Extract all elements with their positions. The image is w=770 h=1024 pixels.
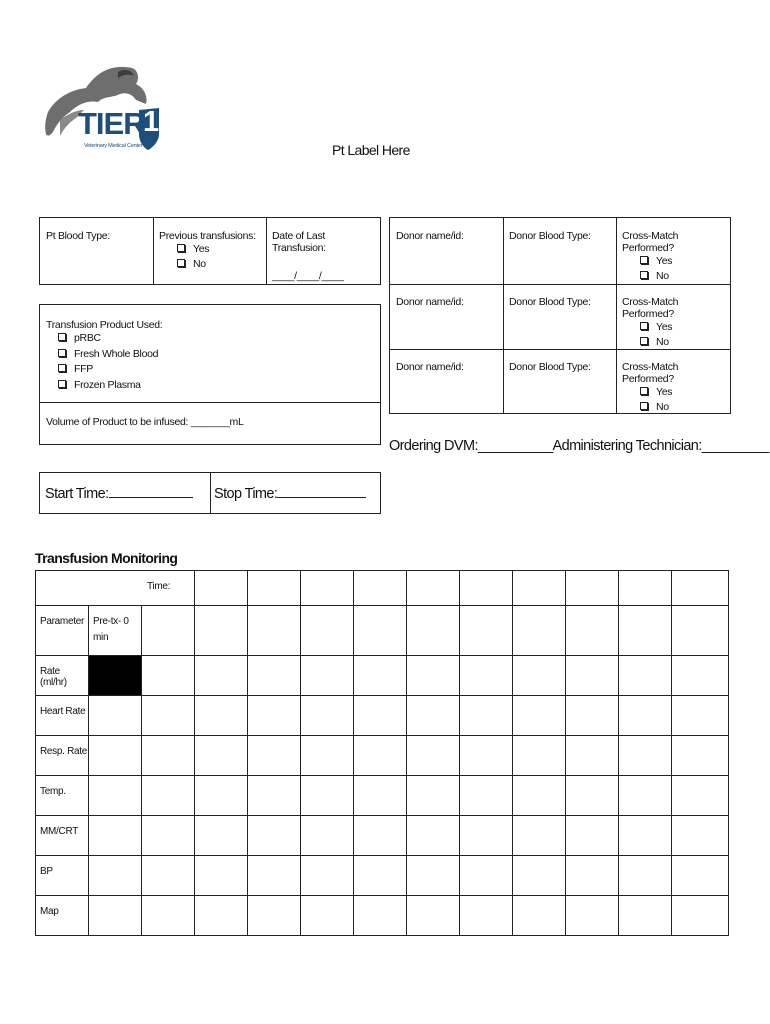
table-cell[interactable]	[566, 776, 619, 816]
checkbox-icon[interactable]	[640, 256, 648, 264]
table-cell[interactable]	[566, 656, 619, 696]
prev-transfusions-cell	[153, 218, 266, 284]
table-cell[interactable]	[354, 571, 407, 606]
table-row	[36, 776, 729, 816]
table-row	[36, 896, 729, 936]
checkbox-icon[interactable]	[640, 402, 648, 410]
table-cell[interactable]	[566, 736, 619, 776]
table-cell[interactable]	[672, 571, 729, 606]
table-cell[interactable]	[619, 696, 672, 736]
time-row	[36, 571, 729, 606]
time-box	[39, 472, 381, 514]
volume-label: Volume of Product to be infused: _______mL	[46, 416, 244, 428]
start-time-label: Start Time:	[45, 486, 109, 502]
donor-1-cm-no[interactable]: No	[640, 269, 730, 284]
donor-2-type-cell[interactable]: Donor Blood Type:	[509, 296, 591, 308]
donor-2-cm-no[interactable]: No	[640, 335, 730, 350]
table-cell[interactable]	[301, 856, 354, 896]
table-cell[interactable]	[301, 816, 354, 856]
row-label: MM/CRT	[36, 816, 89, 856]
product-option-prbc[interactable]: pRBC	[58, 331, 380, 347]
table-cell[interactable]	[513, 776, 566, 816]
table-cell[interactable]	[460, 776, 513, 816]
pt-blood-type-label: Pt Blood Type:	[46, 230, 110, 242]
pt-blood-type-cell[interactable]	[40, 218, 153, 284]
table-cell[interactable]	[513, 816, 566, 856]
table-cell[interactable]	[566, 696, 619, 736]
table-cell[interactable]	[354, 656, 407, 696]
table-cell[interactable]	[513, 856, 566, 896]
product-used-label: Transfusion Product Used:	[46, 319, 163, 331]
table-cell[interactable]	[89, 776, 142, 816]
table-cell[interactable]	[195, 896, 248, 936]
start-time-field[interactable]	[45, 486, 193, 502]
checkbox-icon[interactable]	[58, 349, 66, 357]
table-cell[interactable]	[195, 656, 248, 696]
donor-1-crossmatch-cell: Cross-Match Performed? Yes No	[616, 218, 730, 284]
logo-brand: TIER	[78, 106, 145, 141]
product-option-fresh-whole-blood[interactable]: Fresh Whole Blood	[58, 347, 380, 363]
logo	[40, 60, 170, 160]
table-cell[interactable]	[407, 606, 460, 656]
table-cell[interactable]	[672, 696, 729, 736]
table-row	[36, 656, 729, 696]
table-cell[interactable]	[460, 696, 513, 736]
pre-tx-header-cell: Pre-tx- 0 min	[89, 606, 142, 656]
checkbox-icon[interactable]	[640, 322, 648, 330]
table-cell[interactable]	[672, 776, 729, 816]
ordering-line[interactable]: Ordering DVM:__________Administering Technician:_________	[389, 438, 769, 454]
parameter-row	[36, 606, 729, 656]
table-cell[interactable]	[460, 856, 513, 896]
table-cell[interactable]	[672, 816, 729, 856]
table-row	[36, 696, 729, 736]
table-cell[interactable]	[142, 606, 195, 656]
date-blank: ____/____/____	[272, 270, 344, 282]
date-last-transfusion-label: Date of Last Transfusion:	[272, 230, 326, 254]
table-cell[interactable]	[460, 896, 513, 936]
table-row	[36, 856, 729, 896]
blacked-out-cell	[89, 656, 142, 696]
product-box	[39, 304, 381, 445]
checkbox-icon[interactable]	[640, 337, 648, 345]
table-cell[interactable]	[672, 656, 729, 696]
table-cell[interactable]	[248, 736, 301, 776]
donor-2-name-cell[interactable]: Donor name/id:	[396, 296, 464, 308]
row-label: Temp.	[36, 776, 89, 816]
table-cell[interactable]	[195, 856, 248, 896]
table-cell[interactable]	[460, 656, 513, 696]
table-cell[interactable]	[248, 896, 301, 936]
donor-1-type-cell[interactable]: Donor Blood Type:	[509, 230, 591, 242]
product-option-frozen-plasma[interactable]: Frozen Plasma	[58, 378, 380, 394]
date-last-transfusion-cell[interactable]	[266, 218, 380, 284]
table-cell[interactable]	[195, 776, 248, 816]
monitoring-table	[35, 570, 729, 936]
table-cell[interactable]	[142, 736, 195, 776]
table-cell[interactable]	[301, 571, 354, 606]
donor-1-name-cell[interactable]: Donor name/id:	[396, 230, 464, 242]
checkbox-icon[interactable]	[177, 244, 185, 252]
table-cell[interactable]	[513, 571, 566, 606]
table-cell[interactable]	[89, 816, 142, 856]
prev-no-option[interactable]: No	[177, 257, 266, 272]
table-cell[interactable]	[301, 656, 354, 696]
table-cell[interactable]	[301, 736, 354, 776]
product-option-ffp[interactable]: FFP	[58, 362, 380, 378]
table-cell[interactable]	[301, 606, 354, 656]
table-cell[interactable]	[460, 606, 513, 656]
table-cell[interactable]	[354, 736, 407, 776]
time-header-cell: Time:	[36, 571, 195, 606]
checkbox-icon[interactable]	[640, 387, 648, 395]
donor-1-cm-yes[interactable]: Yes	[640, 254, 730, 269]
table-row	[36, 816, 729, 856]
table-cell[interactable]	[672, 896, 729, 936]
checkbox-icon[interactable]	[177, 259, 185, 267]
patient-info-box	[39, 217, 381, 285]
table-cell[interactable]	[407, 656, 460, 696]
table-cell[interactable]	[460, 736, 513, 776]
table-cell[interactable]	[407, 896, 460, 936]
checkbox-icon[interactable]	[640, 271, 648, 279]
donor-3-cm-yes[interactable]: Yes	[640, 385, 730, 400]
table-cell[interactable]	[619, 736, 672, 776]
volume-cell[interactable]	[40, 402, 380, 446]
donor-box	[389, 217, 731, 414]
table-cell[interactable]	[142, 696, 195, 736]
prev-transfusions-label: Previous transfusions:	[159, 230, 256, 242]
table-cell[interactable]	[460, 816, 513, 856]
table-cell[interactable]	[89, 696, 142, 736]
table-cell[interactable]	[407, 736, 460, 776]
table-cell[interactable]	[195, 571, 248, 606]
table-cell[interactable]	[407, 816, 460, 856]
table-cell[interactable]	[195, 816, 248, 856]
table-cell[interactable]	[513, 696, 566, 736]
table-cell[interactable]	[619, 816, 672, 856]
table-cell[interactable]	[566, 896, 619, 936]
table-cell[interactable]	[142, 896, 195, 936]
table-row	[36, 736, 729, 776]
donor-2-crossmatch-cell: Cross-Match Performed? Yes No	[616, 284, 730, 349]
table-cell[interactable]	[407, 856, 460, 896]
table-cell[interactable]	[513, 606, 566, 656]
table-cell[interactable]	[354, 856, 407, 896]
table-cell[interactable]	[566, 606, 619, 656]
table-cell[interactable]	[248, 606, 301, 656]
table-cell[interactable]	[354, 776, 407, 816]
row-label: BP	[36, 856, 89, 896]
table-cell[interactable]	[248, 571, 301, 606]
donor-3-crossmatch-cell: Cross-Match Performed? Yes No	[616, 349, 730, 413]
table-cell[interactable]	[142, 656, 195, 696]
table-cell[interactable]	[301, 696, 354, 736]
table-cell[interactable]	[566, 816, 619, 856]
table-cell[interactable]	[248, 856, 301, 896]
row-label: Rate (ml/hr)	[36, 656, 89, 696]
table-cell[interactable]	[672, 606, 729, 656]
table-cell[interactable]	[619, 606, 672, 656]
table-cell[interactable]	[89, 856, 142, 896]
table-cell[interactable]	[619, 896, 672, 936]
row-label: Map	[36, 896, 89, 936]
pt-label: Pt Label Here	[332, 142, 410, 158]
table-cell[interactable]	[248, 776, 301, 816]
row-label: Heart Rate	[36, 696, 89, 736]
parameter-header-cell: Parameter	[36, 606, 89, 656]
monitoring-title: Transfusion Monitoring	[35, 550, 178, 566]
row-label: Resp. Rate	[36, 736, 89, 776]
table-cell[interactable]	[619, 571, 672, 606]
table-cell[interactable]	[672, 736, 729, 776]
table-cell[interactable]	[248, 816, 301, 856]
table-cell[interactable]	[248, 656, 301, 696]
table-cell[interactable]	[142, 816, 195, 856]
stop-time-label: Stop Time:	[214, 486, 278, 502]
logo-number: 1	[143, 106, 160, 138]
table-cell[interactable]	[407, 571, 460, 606]
logo-subtitle: Veterinary Medical Center	[84, 143, 143, 149]
donor-3-cm-no[interactable]: No	[640, 400, 730, 415]
table-cell[interactable]	[195, 736, 248, 776]
checkbox-icon[interactable]	[58, 380, 66, 388]
table-cell[interactable]	[513, 736, 566, 776]
table-cell[interactable]	[407, 696, 460, 736]
table-cell[interactable]	[619, 656, 672, 696]
checkbox-icon[interactable]	[58, 364, 66, 372]
donor-3-type-cell[interactable]: Donor Blood Type:	[509, 361, 591, 373]
table-cell[interactable]	[354, 816, 407, 856]
table-cell[interactable]	[619, 776, 672, 816]
stop-time-field[interactable]	[214, 486, 366, 502]
prev-yes-option[interactable]: Yes	[177, 242, 266, 257]
table-cell[interactable]	[301, 776, 354, 816]
table-cell[interactable]	[513, 896, 566, 936]
product-used-cell	[40, 305, 380, 402]
table-cell[interactable]	[566, 571, 619, 606]
table-cell[interactable]	[354, 696, 407, 736]
table-cell[interactable]	[460, 571, 513, 606]
table-cell[interactable]	[301, 896, 354, 936]
table-cell[interactable]	[513, 656, 566, 696]
donor-2-cm-yes[interactable]: Yes	[640, 320, 730, 335]
table-cell[interactable]	[354, 606, 407, 656]
table-cell[interactable]	[354, 896, 407, 936]
table-cell[interactable]	[672, 856, 729, 896]
checkbox-icon[interactable]	[58, 333, 66, 341]
table-cell[interactable]	[142, 856, 195, 896]
table-cell[interactable]	[195, 696, 248, 736]
table-cell[interactable]	[195, 606, 248, 656]
table-cell[interactable]	[89, 736, 142, 776]
table-cell[interactable]	[566, 856, 619, 896]
table-cell[interactable]	[89, 896, 142, 936]
table-cell[interactable]	[142, 776, 195, 816]
table-cell[interactable]	[407, 776, 460, 816]
table-cell[interactable]	[619, 856, 672, 896]
donor-3-name-cell[interactable]: Donor name/id:	[396, 361, 464, 373]
table-cell[interactable]	[248, 696, 301, 736]
